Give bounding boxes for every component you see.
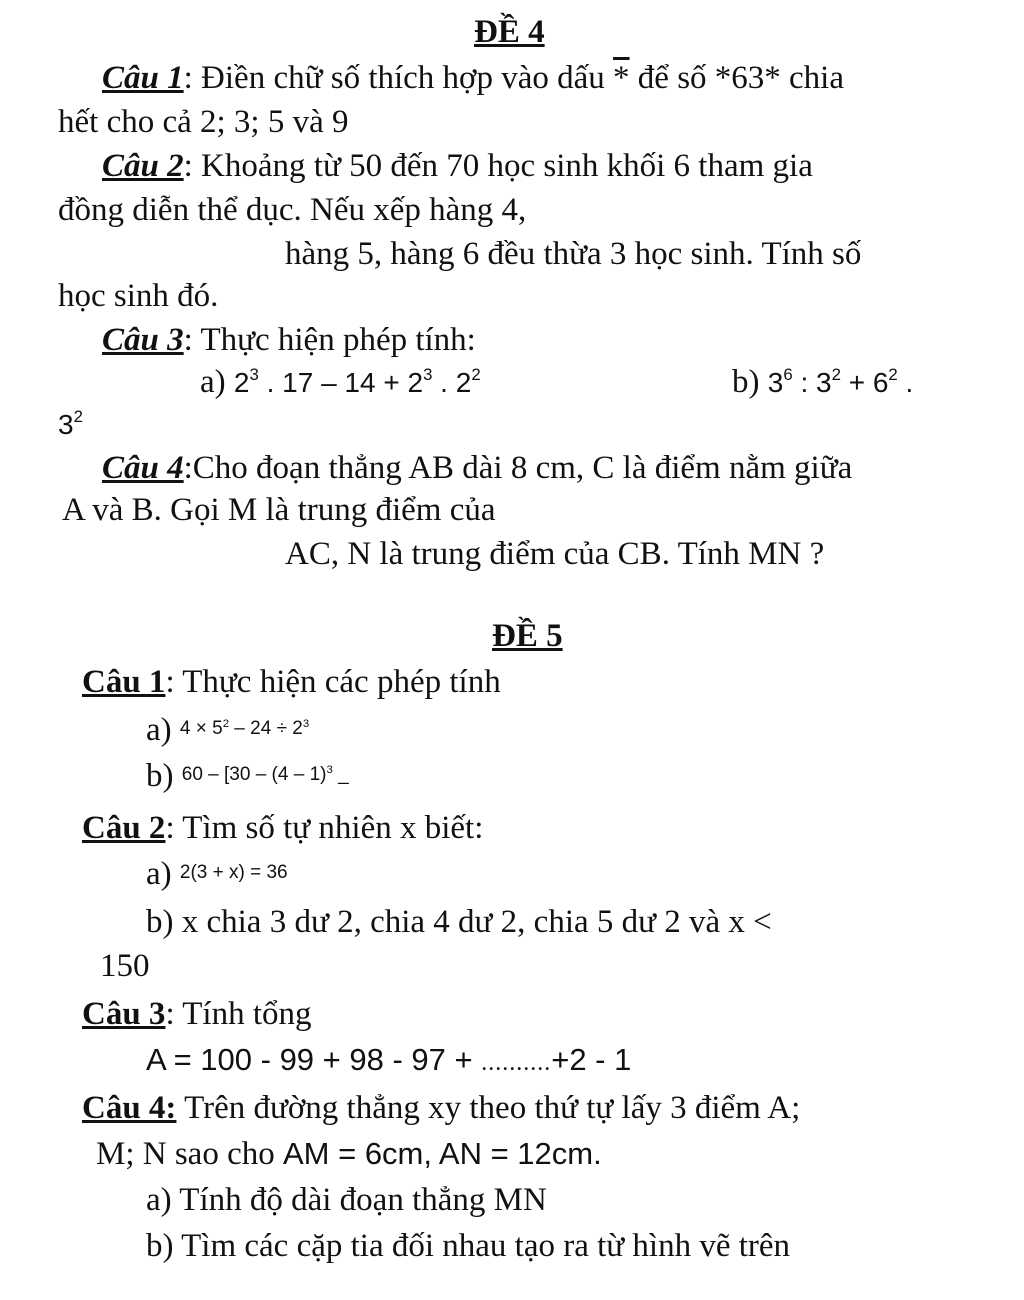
de5-q4-a: a) Tính độ dài đoạn thẳng MN xyxy=(146,1182,547,1218)
de5-q4-b: b) Tìm các cặp tia đối nhau tạo ra từ hình vẽ trên xyxy=(146,1228,791,1264)
de5-q1-a xyxy=(146,710,309,757)
de4-q2-line2: đồng diễn thể dục. Nếu xếp hàng 4, xyxy=(58,192,527,228)
de4-q4-label: Câu 4 xyxy=(102,450,184,486)
de4-q2-label: Câu 2 xyxy=(102,148,184,184)
de5-q2-a xyxy=(146,854,288,899)
de5-title: ĐỀ 5 xyxy=(492,618,563,654)
de4-q4-line2: A và B. Gọi M là trung điểm của xyxy=(62,492,496,528)
de5-q2-b-cont: 150 xyxy=(100,948,150,984)
de4-q3-b-expr: $3^6$ : $3^2 + 6^2$ . xyxy=(767,365,914,398)
de4-q3-a-expr: $2^3$ . $17 - 14 + 2^3$ . $2^2$ xyxy=(233,365,481,398)
de5-q1-a-expr: $4 \times 5^2 - 24 \div 2^3$ xyxy=(179,718,310,739)
de4-q2-line3: hàng 5, hàng 6 đều thừa 3 học sinh. Tính số xyxy=(285,236,862,272)
de5-q4-line1 xyxy=(82,1088,800,1128)
de5-q1-text1: : Thực hiện các phép tính xyxy=(165,664,501,700)
de5-q3-text1: : Tính tổng xyxy=(165,996,312,1032)
de4-q3-b xyxy=(732,362,913,407)
de5-q4-text1: Trên đường thẳng xy theo thứ tự lấy 3 điểm A; xyxy=(176,1090,801,1126)
de4-q3-line1 xyxy=(102,320,476,360)
de5-q1-b xyxy=(146,756,349,803)
de5-q1-a-label: a) xyxy=(146,712,180,748)
de5-q3-label: Câu 3 xyxy=(82,996,166,1032)
de4-title: ĐỀ 4 xyxy=(474,14,545,50)
de4-q2-line1 xyxy=(102,146,813,186)
de4-q3-b-label: b) xyxy=(732,364,768,400)
de5-q2-label: Câu 2 xyxy=(82,810,166,846)
de5-q1-b-expr: 60 – [30 – (4 – 1)$^3$ _ xyxy=(181,764,349,785)
de5-q2-a-expr: 2(3 + x) = 36 xyxy=(179,862,288,883)
de4-q2-text1: : Khoảng từ 50 đến 70 học sinh khối 6 tham gia xyxy=(183,148,813,184)
de4-q1-text2: để số *63* chia xyxy=(629,60,844,96)
de5-q3-line1 xyxy=(82,994,312,1034)
de4-q3-b-cont: $3^2$ xyxy=(58,407,83,440)
de4-q1-label: Câu 1 xyxy=(102,60,184,96)
de5-q1-b-label: b) xyxy=(146,758,182,794)
de4-q1-line2: hết cho cả 2; 3; 5 và 9 xyxy=(58,104,349,140)
de5-q4-line2: M; N sao cho AM = 6cm, AN = 12cm. xyxy=(96,1136,602,1172)
de5-q2-a-label: a) xyxy=(146,856,180,892)
de5-q2-text1: : Tìm số tự nhiên x biết: xyxy=(165,810,484,846)
de4-q3-text1: : Thực hiện phép tính: xyxy=(183,322,476,358)
de4-q2-line4: học sinh đó. xyxy=(58,278,219,314)
de5-q4-label: Câu 4: xyxy=(82,1090,177,1126)
de4-q1-text1: : Điền chữ số thích hợp vào dấu xyxy=(183,60,614,96)
de5-q1-label: Câu 1 xyxy=(82,664,166,700)
de5-q2-line1 xyxy=(82,808,483,848)
de5-q2-b: b) x chia 3 dư 2, chia 4 dư 2, chia 5 dư 2 và x < xyxy=(146,904,772,940)
de4-q1-line1 xyxy=(102,58,844,98)
de4-q3-label: Câu 3 xyxy=(102,322,184,358)
de4-q4-text1: :Cho đoạn thẳng AB dài 8 cm, C là điểm nằm giữa xyxy=(183,450,853,486)
de4-q4-line3: AC, N là trung điểm của CB. Tính MN ? xyxy=(285,536,825,572)
de4-q1-star: * xyxy=(613,60,630,96)
de4-q4-line1 xyxy=(102,448,852,488)
de5-q1-line1 xyxy=(82,662,501,702)
de4-q3-a xyxy=(200,362,481,407)
de5-q3-expr: A = 100 - 99 + 98 - 97 + ..........+2 - 1 xyxy=(146,1042,632,1077)
de4-q3-a-label: a) xyxy=(200,364,234,400)
